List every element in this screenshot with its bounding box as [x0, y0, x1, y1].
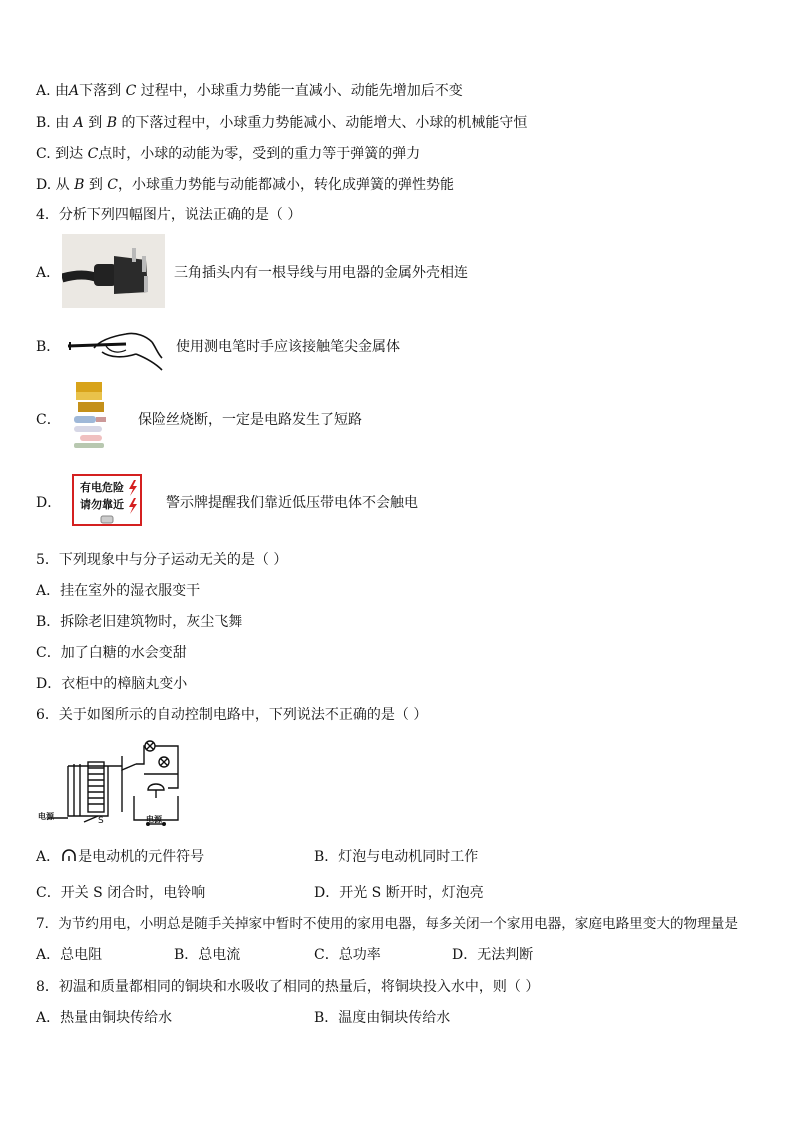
q3-option-a-text: 过程中，小球重力势能一直减小、动能先增加后不变 — [140, 83, 463, 99]
warning-sign-line2: 请勿靠近 — [80, 498, 124, 511]
q6-option-d-letter: D． — [314, 885, 340, 901]
warning-sign-line1: 有电危险 — [80, 481, 124, 494]
q3-option-a-prefix: A. 由 — [36, 83, 70, 99]
q3-option-c-var: C — [87, 146, 99, 162]
q3-option-c — [36, 145, 420, 163]
q3-option-c-text: 点时，小球的动能为零，受到的重力等于弹簧的弹力 — [98, 146, 421, 162]
q6-option-b-letter: B． — [314, 849, 339, 865]
q3-option-a-mid: 下落到 — [79, 83, 122, 99]
warning-sign — [72, 474, 142, 526]
q3-option-b-prefix: B. 由 — [36, 115, 70, 131]
q3-option-d-mid: 到 — [88, 177, 103, 193]
q3-option-d-text: ，小球重力势能与动能都减小，转化成弹簧的弹性势能 — [118, 177, 455, 193]
q3-option-d-prefix: D. 从 — [36, 177, 70, 193]
q8-option-b: B．温度由铜块传给水 — [314, 1010, 451, 1026]
q4-option-b-letter: B． — [36, 339, 61, 355]
q3-option-a — [36, 82, 463, 100]
q3-option-b-var2: B — [106, 115, 117, 131]
q7-option-a: A．总电阻 — [36, 947, 103, 963]
q3-option-b-text: 的下落过程中，小球重力势能减小、动能增大、小球的机械能守恒 — [121, 115, 528, 131]
motor-symbol-icon — [60, 849, 78, 863]
q3-option-a-var2: C — [125, 83, 137, 99]
q3-option-b-mid: 到 — [88, 115, 103, 131]
q5-option-d: D．衣柜中的樟脑丸变小 — [36, 676, 188, 692]
q6-option-a — [36, 848, 204, 866]
q5-option-a: A．挂在室外的湿衣服变干 — [36, 583, 201, 599]
q4-option-c-text: 保险丝烧断，一定是电路发生了短路 — [138, 412, 362, 428]
q3-option-d — [36, 176, 454, 194]
q4-option-b-text: 使用测电笔时手应该接触笔尖金属体 — [176, 339, 400, 355]
q7-stem: 7．为节约用电，小明总是随手关掉家中暂时不使用的家用电器，每多关闭一个家用电器，家庭电路里变大的物理量是 — [36, 916, 738, 932]
q6-option-b-text: 灯泡与电动机同时工作 — [338, 849, 479, 865]
q4-stem: 4．分析下列四幅图片，说法正确的是（ ） — [36, 207, 302, 223]
q8-stem: 8．初温和质量都相同的铜块和水吸收了相同的热量后，将铜块投入水中，则（ ） — [36, 979, 540, 995]
q3-option-b — [36, 114, 527, 132]
q7-option-d: D．无法判断 — [452, 947, 534, 963]
q6-option-a-text: 是电动机的元件符号 — [78, 849, 205, 865]
test-pen-hand-image — [66, 318, 164, 372]
q4-option-a-letter: A． — [36, 265, 61, 281]
q3-option-d-var2: C — [107, 177, 119, 193]
q4-option-d-text: 警示牌提醒我们靠近低压带电体不会触电 — [166, 495, 418, 511]
q6-option-a-letter: A． — [36, 849, 61, 865]
q4-option-c-letter: C． — [36, 412, 61, 428]
q4-option-a-text: 三角插头内有一根导线与用电器的金属外壳相连 — [174, 265, 468, 281]
q6-option-d-text: 开光 S 断开时，灯泡亮 — [339, 885, 484, 901]
fuse-image — [72, 380, 112, 450]
q6-option-c-letter: C． — [36, 885, 61, 901]
q4-option-d-letter: D． — [36, 495, 62, 511]
q5-option-b: B．拆除老旧建筑物时，灰尘飞舞 — [36, 614, 243, 630]
sign-clip-icon — [100, 515, 114, 524]
q3-option-d-var1: B — [74, 177, 85, 193]
q6-switch-label: S — [98, 816, 104, 826]
q5-stem: 5．下列现象中与分子运动无关的是（ ） — [36, 552, 288, 568]
q3-option-b-var1: A — [73, 115, 84, 131]
relay-circuit-diagram — [38, 740, 188, 828]
q5-option-c: C．加了白糖的水会变甜 — [36, 645, 187, 661]
q7-option-c: C．总功率 — [314, 947, 381, 963]
q6-right-power-label: 电源 — [146, 815, 162, 824]
q6-option-d — [314, 884, 484, 902]
q6-stem: 6．关于如图所示的自动控制电路中，下列说法不正确的是（ ） — [36, 707, 428, 723]
q3-option-c-prefix: C. 到达 — [36, 146, 84, 162]
q6-option-b — [314, 848, 478, 866]
q8-option-a: A．热量由铜块传给水 — [36, 1010, 173, 1026]
plug-image — [62, 234, 165, 308]
q6-option-c-text: 开关 S 闭合时，电铃响 — [60, 885, 206, 901]
q3-option-a-var1: A — [69, 83, 80, 99]
q6-option-c — [36, 884, 205, 902]
q6-left-power-label: 电源 — [38, 812, 54, 821]
lightning-icon — [128, 480, 138, 514]
q7-option-b: B．总电流 — [174, 947, 241, 963]
